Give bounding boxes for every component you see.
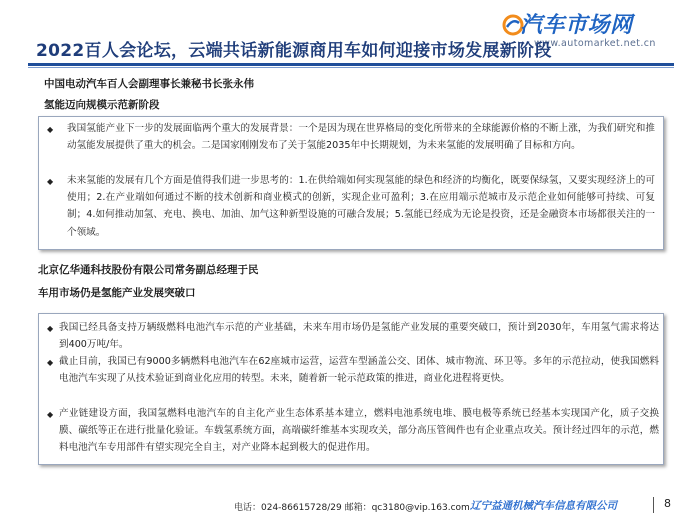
logo-url: www.automarket.net.cn: [534, 38, 656, 49]
bullet-diamond-icon: ◆: [47, 125, 54, 134]
section2-bullet-2: 截止目前，我国已有9000多辆燃料电池汽车在62座城市运营，运营车型涵盖公交、团体、城市物流、环卫等。多年的示范拉动，使我国燃料电池汽车实现了从技术验证到商业化应用的转型。未来，随着新一轮示范政策的推进，商业化进程将更快。: [59, 356, 659, 385]
section1-bullet-1: 我国氢能产业下一步的发展面临两个重大的发展背景：一个是因为现在世界格局的变化所带来的全球能源价格的不断上涨，为我们研究和推动氢能发展提供了重大的机会。二是国家刚刚发布了关于氢能2035年中长期规划，为未来氢能的发展明确了目标和方向。: [67, 123, 655, 152]
bullet-diamond-icon: ◆: [47, 324, 54, 333]
title-divider: [28, 63, 674, 66]
section2-content-box: [38, 313, 664, 465]
logo-text: 汽车市场网: [520, 13, 633, 38]
bullet-diamond-icon: ◆: [47, 410, 54, 419]
section2-bullet-3: 产业链建设方面，我国氢燃料电池汽车的自主化产业生态体系基本建立，燃料电池系统电堆、膜电极等系统已经基本实现国产化，质子交换膜、碳纸等正在进行批量化验证。车载氢系统方面，高端碳纤维基本实现攻关，部分高压管阀件也有企业重点攻关。预计经过四年的示范，燃料电池汽车专用部件有望实现完全自主，对产业降本起到极大的促进作用。: [59, 408, 659, 454]
section2-bullet-1: 我国已经具备支持万辆级燃料电池汽车示范的产业基础，未来车用市场仍是氢能产业发展的重要突破口，预计到2030年，车用氢气需求将达到400万吨/年。: [59, 322, 659, 351]
footer-company: 辽宁益通机械汽车信息有限公司: [470, 500, 617, 512]
footer-separator: [653, 497, 654, 513]
bullet-diamond-icon: ◆: [47, 177, 54, 186]
page-title-bar: [28, 32, 668, 62]
bullet-diamond-icon: ◆: [47, 358, 54, 367]
page-number: 8: [664, 497, 671, 510]
footer-contact: 电话：024-86615728/29 邮箱：qc3180@vip.163.com: [234, 503, 470, 513]
section1-bullet-2: 未来氢能的发展有几个方面是值得我们进一步思考的：1.在供给端如何实现氢能的绿色和经济的均衡化，既要保绿氢，又要实现经济上的可使用；2.在产业端如何通过不断的技术创新和商业模式的创新，实现企业可盈利；3.在应用端示范城市及示范企业如何能够可持续、可复制；4.如何推动加氢、充电、换电、加油、加气这种新型设施的可融合发展；5.氢能已经成为无论是投资，还是金融资本市场都很关注的一个领域。: [67, 175, 655, 238]
title-divider-thin: [28, 67, 674, 68]
section1-subtitle: 氢能迈向规模示范新阶段: [44, 99, 160, 111]
section2-subtitle: 车用市场仍是氢能产业发展突破口: [38, 287, 196, 299]
page-title: 2022百人会论坛，云端共话新能源商用车如何迎接市场发展新阶段: [36, 41, 552, 61]
section1-content-box: [38, 116, 664, 250]
section1-speaker: 中国电动汽车百人会副理事长兼秘书长张永伟: [44, 78, 254, 90]
section2-speaker: 北京亿华通科技股份有限公司常务副总经理于民: [38, 264, 259, 276]
